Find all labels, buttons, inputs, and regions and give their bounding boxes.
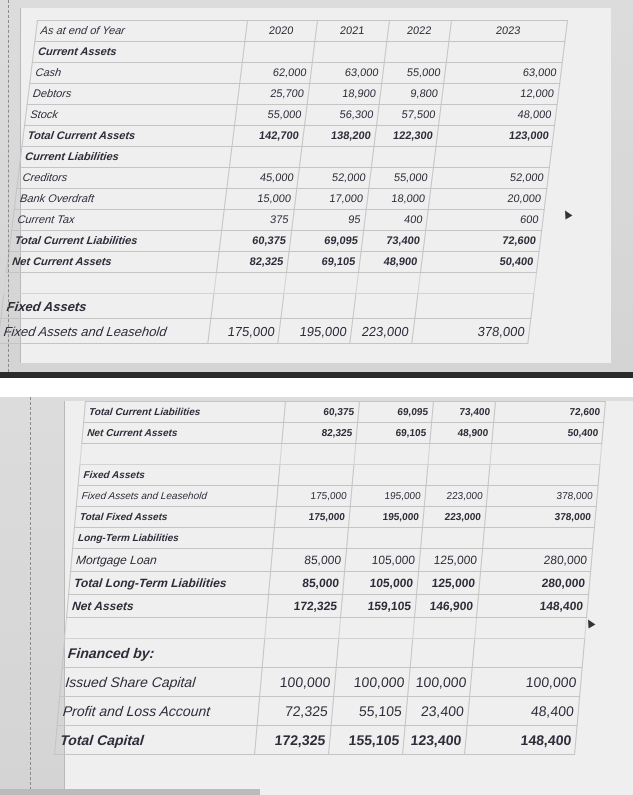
cell-2020 xyxy=(242,42,315,63)
cell-2020: 82,325 xyxy=(282,423,358,444)
cell-2022 xyxy=(426,465,490,486)
table-row xyxy=(78,465,600,486)
cell-2020: 82,325 xyxy=(216,252,289,273)
cell-2023: 280,000 xyxy=(479,572,591,595)
cell-2021: 18,900 xyxy=(307,84,382,105)
photo-divider xyxy=(0,372,633,378)
cell-2023 xyxy=(415,294,534,319)
table-row xyxy=(17,168,550,189)
row-label: Current Tax xyxy=(12,210,225,231)
row-label xyxy=(80,444,282,465)
cell-2023: 50,400 xyxy=(420,252,539,273)
row-label: Total Long-Term Liabilities xyxy=(69,572,271,595)
cell-2021 xyxy=(336,639,413,668)
cell-2023: 280,000 xyxy=(481,549,593,572)
cell-2022 xyxy=(371,147,436,168)
row-label: Bank Overdraft xyxy=(14,189,227,210)
table-row xyxy=(0,319,531,344)
row-label: Current Assets xyxy=(32,42,245,63)
cell-2021 xyxy=(354,444,430,465)
row-label: Debtors xyxy=(27,84,240,105)
table-row xyxy=(4,273,537,294)
cell-2023: 148,400 xyxy=(465,726,578,755)
row-label: Net Current Assets xyxy=(82,423,284,444)
spreadsheet-page-bottom xyxy=(59,401,633,795)
cell-2021: 56,300 xyxy=(305,105,380,126)
table-row xyxy=(22,126,555,147)
cell-2021: 69,095 xyxy=(289,231,364,252)
cell-2022: 73,400 xyxy=(361,231,426,252)
cell-2021 xyxy=(312,42,387,63)
cell-2022 xyxy=(421,528,485,549)
cell-2020: 55,000 xyxy=(235,105,308,126)
cell-2020: 175,000 xyxy=(276,486,352,507)
cell-2020: 172,325 xyxy=(255,726,332,755)
cell-2020: 100,000 xyxy=(260,668,337,697)
photo-top-section xyxy=(0,0,633,372)
cell-2021: 17,000 xyxy=(294,189,369,210)
table-row xyxy=(1,294,534,319)
cell-2021: 63,000 xyxy=(310,63,385,84)
row-label: Cash xyxy=(30,63,243,84)
cell-2022 xyxy=(356,273,421,294)
cell-2022: 23,400 xyxy=(405,697,470,726)
cell-2023: 20,000 xyxy=(428,189,547,210)
row-label: Current Liabilities xyxy=(19,147,232,168)
cell-2023: 48,000 xyxy=(439,105,558,126)
photo-bottom-section xyxy=(0,397,633,795)
cell-2021: 159,105 xyxy=(341,595,417,618)
cell-2022 xyxy=(384,42,449,63)
table-row xyxy=(32,42,565,63)
table-row xyxy=(74,507,596,528)
cell-2022: 55,000 xyxy=(382,63,447,84)
table-row xyxy=(73,528,595,549)
table-row xyxy=(80,444,602,465)
cell-2020: 62,000 xyxy=(240,63,313,84)
cell-2020 xyxy=(273,528,349,549)
cell-2023: 378,000 xyxy=(484,507,596,528)
cell-2020 xyxy=(280,444,356,465)
page-margin-line xyxy=(30,397,31,795)
cell-2021: 69,105 xyxy=(356,423,432,444)
cell-2021: 195,000 xyxy=(350,486,426,507)
cell-2023 xyxy=(488,465,600,486)
cell-2023: 123,000 xyxy=(436,126,555,147)
row-label: Fixed Assets and Leasehold xyxy=(0,319,211,344)
cell-2020: 85,000 xyxy=(269,572,345,595)
cell-2022: 18,000 xyxy=(366,189,431,210)
row-label: Total Current Liabilities xyxy=(84,402,286,423)
cell-2023: 148,400 xyxy=(477,595,589,618)
cell-2022: 125,000 xyxy=(419,549,483,572)
cell-2021: 95 xyxy=(292,210,367,231)
cell-2020: 72,325 xyxy=(257,697,334,726)
cell-2021: 155,105 xyxy=(329,726,406,755)
cell-2021 xyxy=(284,273,359,294)
cell-2021: 105,000 xyxy=(345,549,421,572)
table-row xyxy=(62,639,585,668)
table-row xyxy=(84,402,606,423)
table-row xyxy=(19,147,552,168)
cell-2023 xyxy=(490,444,602,465)
table-row xyxy=(25,105,558,126)
row-label: Fixed Assets xyxy=(1,294,214,319)
row-label: Fixed Assets and Leasehold xyxy=(76,486,278,507)
row-label: As at end of Year xyxy=(35,21,248,42)
cell-2020: 25,700 xyxy=(237,84,310,105)
cell-2020: 85,000 xyxy=(271,549,347,572)
cell-2023 xyxy=(433,147,552,168)
spreadsheet-page-top xyxy=(2,8,611,363)
cell-2022: 55,000 xyxy=(369,168,434,189)
cell-2021 xyxy=(347,528,423,549)
cell-2022: 400 xyxy=(364,210,429,231)
cell-2021 xyxy=(339,618,415,639)
cell-2022: 48,900 xyxy=(358,252,423,273)
cell-2021 xyxy=(299,147,374,168)
table-row xyxy=(67,595,589,618)
cell-2020 xyxy=(278,465,354,486)
cell-2022: 223,000 xyxy=(422,507,486,528)
cell-2020: 175,000 xyxy=(208,319,281,344)
cell-2022: 123,400 xyxy=(403,726,468,755)
cell-2022 xyxy=(410,639,475,668)
row-label: Long-Term Liabilities xyxy=(73,528,275,549)
cell-2022: 223,000 xyxy=(350,319,415,344)
row-label: Net Current Assets xyxy=(6,252,219,273)
page-margin-line xyxy=(8,0,9,372)
row-label: Creditors xyxy=(17,168,230,189)
table-row xyxy=(6,252,539,273)
cell-2020: 142,700 xyxy=(232,126,305,147)
cell-2020 xyxy=(214,273,287,294)
cell-2021: 52,000 xyxy=(297,168,372,189)
row-label xyxy=(4,273,217,294)
cell-2020: 375 xyxy=(222,210,295,231)
cell-2022 xyxy=(353,294,418,319)
cell-2020: 2020 xyxy=(245,21,318,42)
cell-2023: 600 xyxy=(426,210,545,231)
table-row xyxy=(55,726,578,755)
table-row xyxy=(71,549,593,572)
row-label: Profit and Loss Account xyxy=(57,697,260,726)
balance-sheet-table-bottom xyxy=(54,401,606,755)
cell-2022: 9,800 xyxy=(379,84,444,105)
cell-2022: 146,900 xyxy=(415,595,479,618)
cell-2020: 60,375 xyxy=(219,231,292,252)
cell-2023: 378,000 xyxy=(412,319,531,344)
cell-2021: 138,200 xyxy=(302,126,377,147)
cell-2023 xyxy=(483,528,595,549)
cell-2021: 55,105 xyxy=(331,697,408,726)
cell-2020: 60,375 xyxy=(284,402,360,423)
cell-2023 xyxy=(446,42,565,63)
row-label xyxy=(65,618,267,639)
row-label: Financed by: xyxy=(62,639,265,668)
cell-2023: 12,000 xyxy=(441,84,560,105)
cell-2023: 378,000 xyxy=(486,486,598,507)
cell-2020 xyxy=(229,147,302,168)
cell-2021: 195,000 xyxy=(278,319,353,344)
cell-2022: 73,400 xyxy=(432,402,496,423)
cell-2022: 125,000 xyxy=(417,572,481,595)
cell-2021 xyxy=(352,465,428,486)
row-label: Net Assets xyxy=(67,595,269,618)
cell-2022: 100,000 xyxy=(408,668,473,697)
cell-2022: 223,000 xyxy=(424,486,488,507)
table-row xyxy=(35,21,568,42)
table-row xyxy=(27,84,560,105)
cell-2023: 72,600 xyxy=(494,402,606,423)
table-row xyxy=(12,210,545,231)
cell-2023: 50,400 xyxy=(492,423,604,444)
table-row xyxy=(9,231,542,252)
cell-2022 xyxy=(413,618,477,639)
cell-2022: 122,300 xyxy=(374,126,439,147)
row-label: Total Current Assets xyxy=(22,126,235,147)
table-row xyxy=(65,618,587,639)
cell-2020 xyxy=(211,294,284,319)
cell-2023: 48,400 xyxy=(467,697,580,726)
cell-2022 xyxy=(428,444,492,465)
cell-2023 xyxy=(472,639,585,668)
row-label: Stock xyxy=(25,105,238,126)
row-label: Total Fixed Assets xyxy=(74,507,276,528)
row-label: Issued Share Capital xyxy=(60,668,263,697)
row-label: Total Current Liabilities xyxy=(9,231,222,252)
cell-2022: 57,500 xyxy=(377,105,442,126)
row-label: Fixed Assets xyxy=(78,465,280,486)
table-row xyxy=(14,189,547,210)
cell-2021 xyxy=(281,294,356,319)
bottom-edge xyxy=(0,789,260,795)
cell-2020 xyxy=(265,618,341,639)
cell-2020 xyxy=(262,639,339,668)
cell-2023: 2023 xyxy=(449,21,568,42)
cell-2023: 100,000 xyxy=(470,668,583,697)
cell-2022: 48,900 xyxy=(430,423,494,444)
table-row xyxy=(57,697,580,726)
table-row xyxy=(30,63,563,84)
cell-2020: 45,000 xyxy=(227,168,300,189)
table-row xyxy=(69,572,591,595)
cell-2023 xyxy=(475,618,587,639)
cell-2021: 2021 xyxy=(315,21,390,42)
cell-2021: 69,095 xyxy=(358,402,434,423)
table-row xyxy=(76,486,598,507)
table-row xyxy=(60,668,583,697)
cell-2021: 69,105 xyxy=(286,252,361,273)
cell-2023: 63,000 xyxy=(444,63,563,84)
cell-2020: 172,325 xyxy=(267,595,343,618)
row-label: Mortgage Loan xyxy=(71,549,273,572)
cell-2022: 2022 xyxy=(387,21,452,42)
cell-2023 xyxy=(418,273,537,294)
table-row xyxy=(82,423,604,444)
cell-2023: 72,600 xyxy=(423,231,542,252)
cell-2021: 195,000 xyxy=(348,507,424,528)
cell-2020: 175,000 xyxy=(274,507,350,528)
cell-2021: 105,000 xyxy=(343,572,419,595)
balance-sheet-table-top xyxy=(0,20,568,344)
row-label: Total Capital xyxy=(55,726,258,755)
cell-2023: 52,000 xyxy=(431,168,550,189)
cell-2021: 100,000 xyxy=(334,668,411,697)
cell-2020: 15,000 xyxy=(224,189,297,210)
